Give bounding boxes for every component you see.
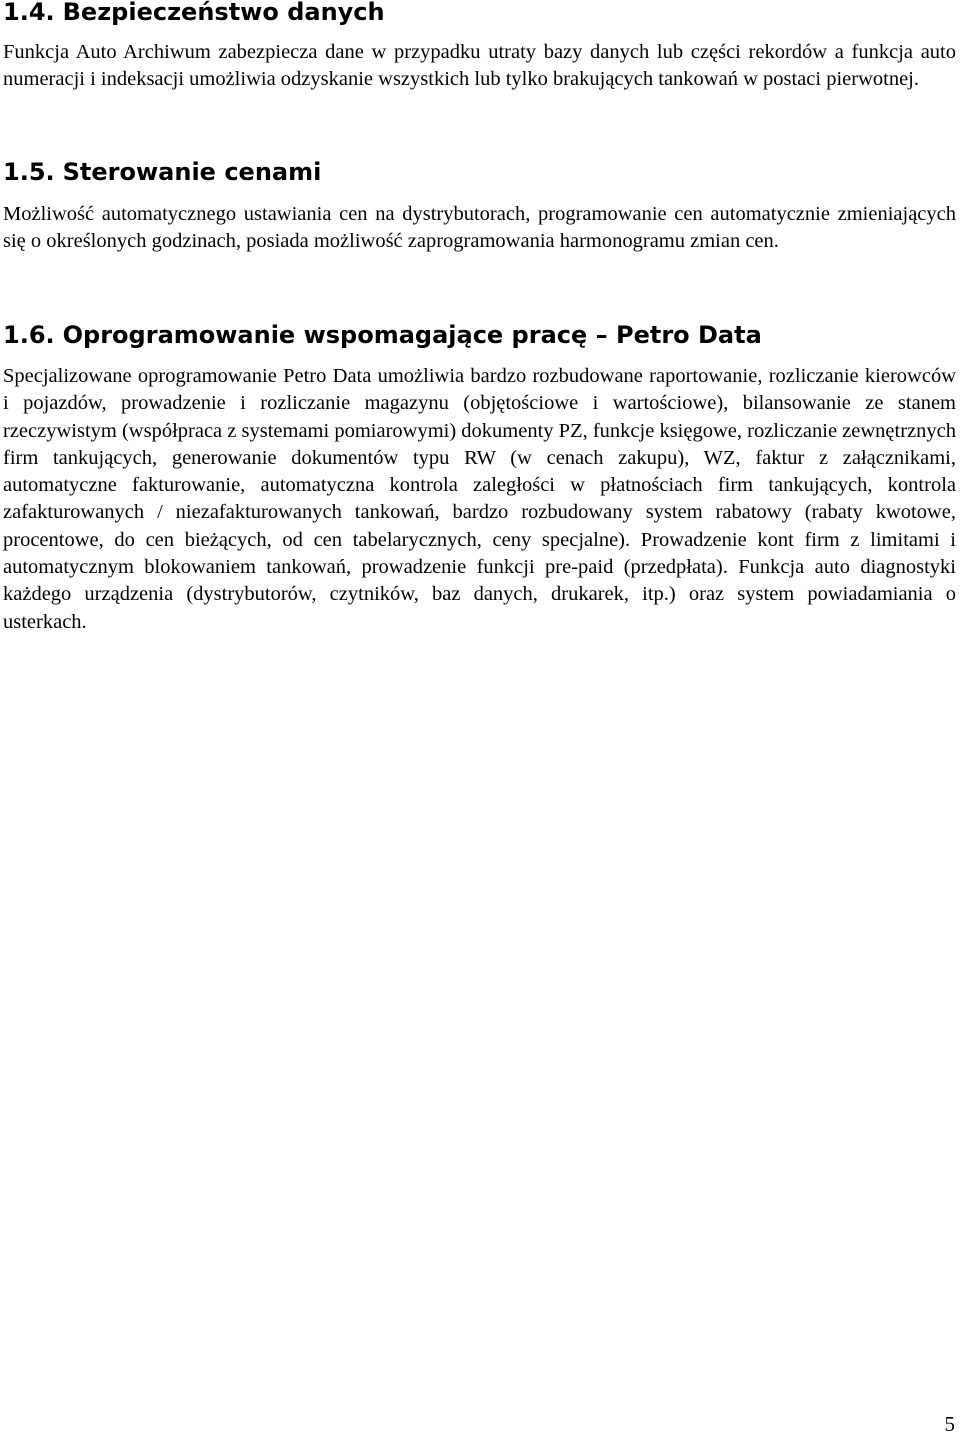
section-heading-price-control	[3, 160, 321, 184]
section-heading-data-security	[3, 0, 385, 24]
page-number: 5	[944, 1412, 955, 1436]
section-title: Sterowanie cenami	[62, 158, 322, 186]
section-number: 1.6.	[3, 321, 55, 349]
section-number: 1.5.	[3, 158, 55, 186]
section-body-price-control: Możliwość automatycznego ustawiania cen na dystrybutorach, programowanie cen automatycznie zmieniających się o określonych godzinach, posiada możliwość zaprogramowania harmonogramu zmian cen.	[3, 203, 956, 253]
section-number: 1.4.	[3, 0, 55, 26]
section-title: Bezpieczeństwo danych	[62, 0, 385, 26]
section-body-petro-data: Specjalizowane oprogramowanie Petro Data umożliwia bardzo rozbudowane raportowanie, rozliczanie kierowców i pojazdów, prowadzenie i rozliczanie magazynu (objętościowe i wartościowe), bilansowanie ze stanem rzeczywistym (współpraca z systemami pomiarowymi) dokumenty PZ, funkcje księgowe, rozliczanie zewnętrznych firm tankujących, generowanie dokumentów typu RW (w cenach zakupu), WZ, faktur z załącznikami, automatyczne fakturowanie, automatyczna kontrola zaległości w płatnościach firm tankujących, kontrola zafakturowanych / niezafakturowanych tankowań, bardzo rozbudowany system rabatowy (rabaty kwotowe, procentowe, do cen bieżących, od cen tabelarycznych, ceny specjalne). Prowadzenie kont firm z limitami i automatycznym blokowaniem tankowań, prowadzenie funkcji pre-paid (przedpłata). Funkcja auto diagnostyki każdego urządzenia (dystrybutorów, czytników, baz danych, drukarek, itp.) oraz system powiadamiania o usterkach.	[3, 365, 956, 633]
section-heading-petro-data	[3, 323, 762, 347]
section-body-data-security: Funkcja Auto Archiwum zabezpiecza dane w przypadku utraty bazy danych lub części rekordów a funkcja auto numeracji i indeksacji umożliwia odzyskanie wszystkich lub tylko brakujących tankowań w postaci pierwotnej.	[3, 41, 956, 91]
section-title: Oprogramowanie wspomagające pracę – Petro Data	[62, 321, 762, 349]
